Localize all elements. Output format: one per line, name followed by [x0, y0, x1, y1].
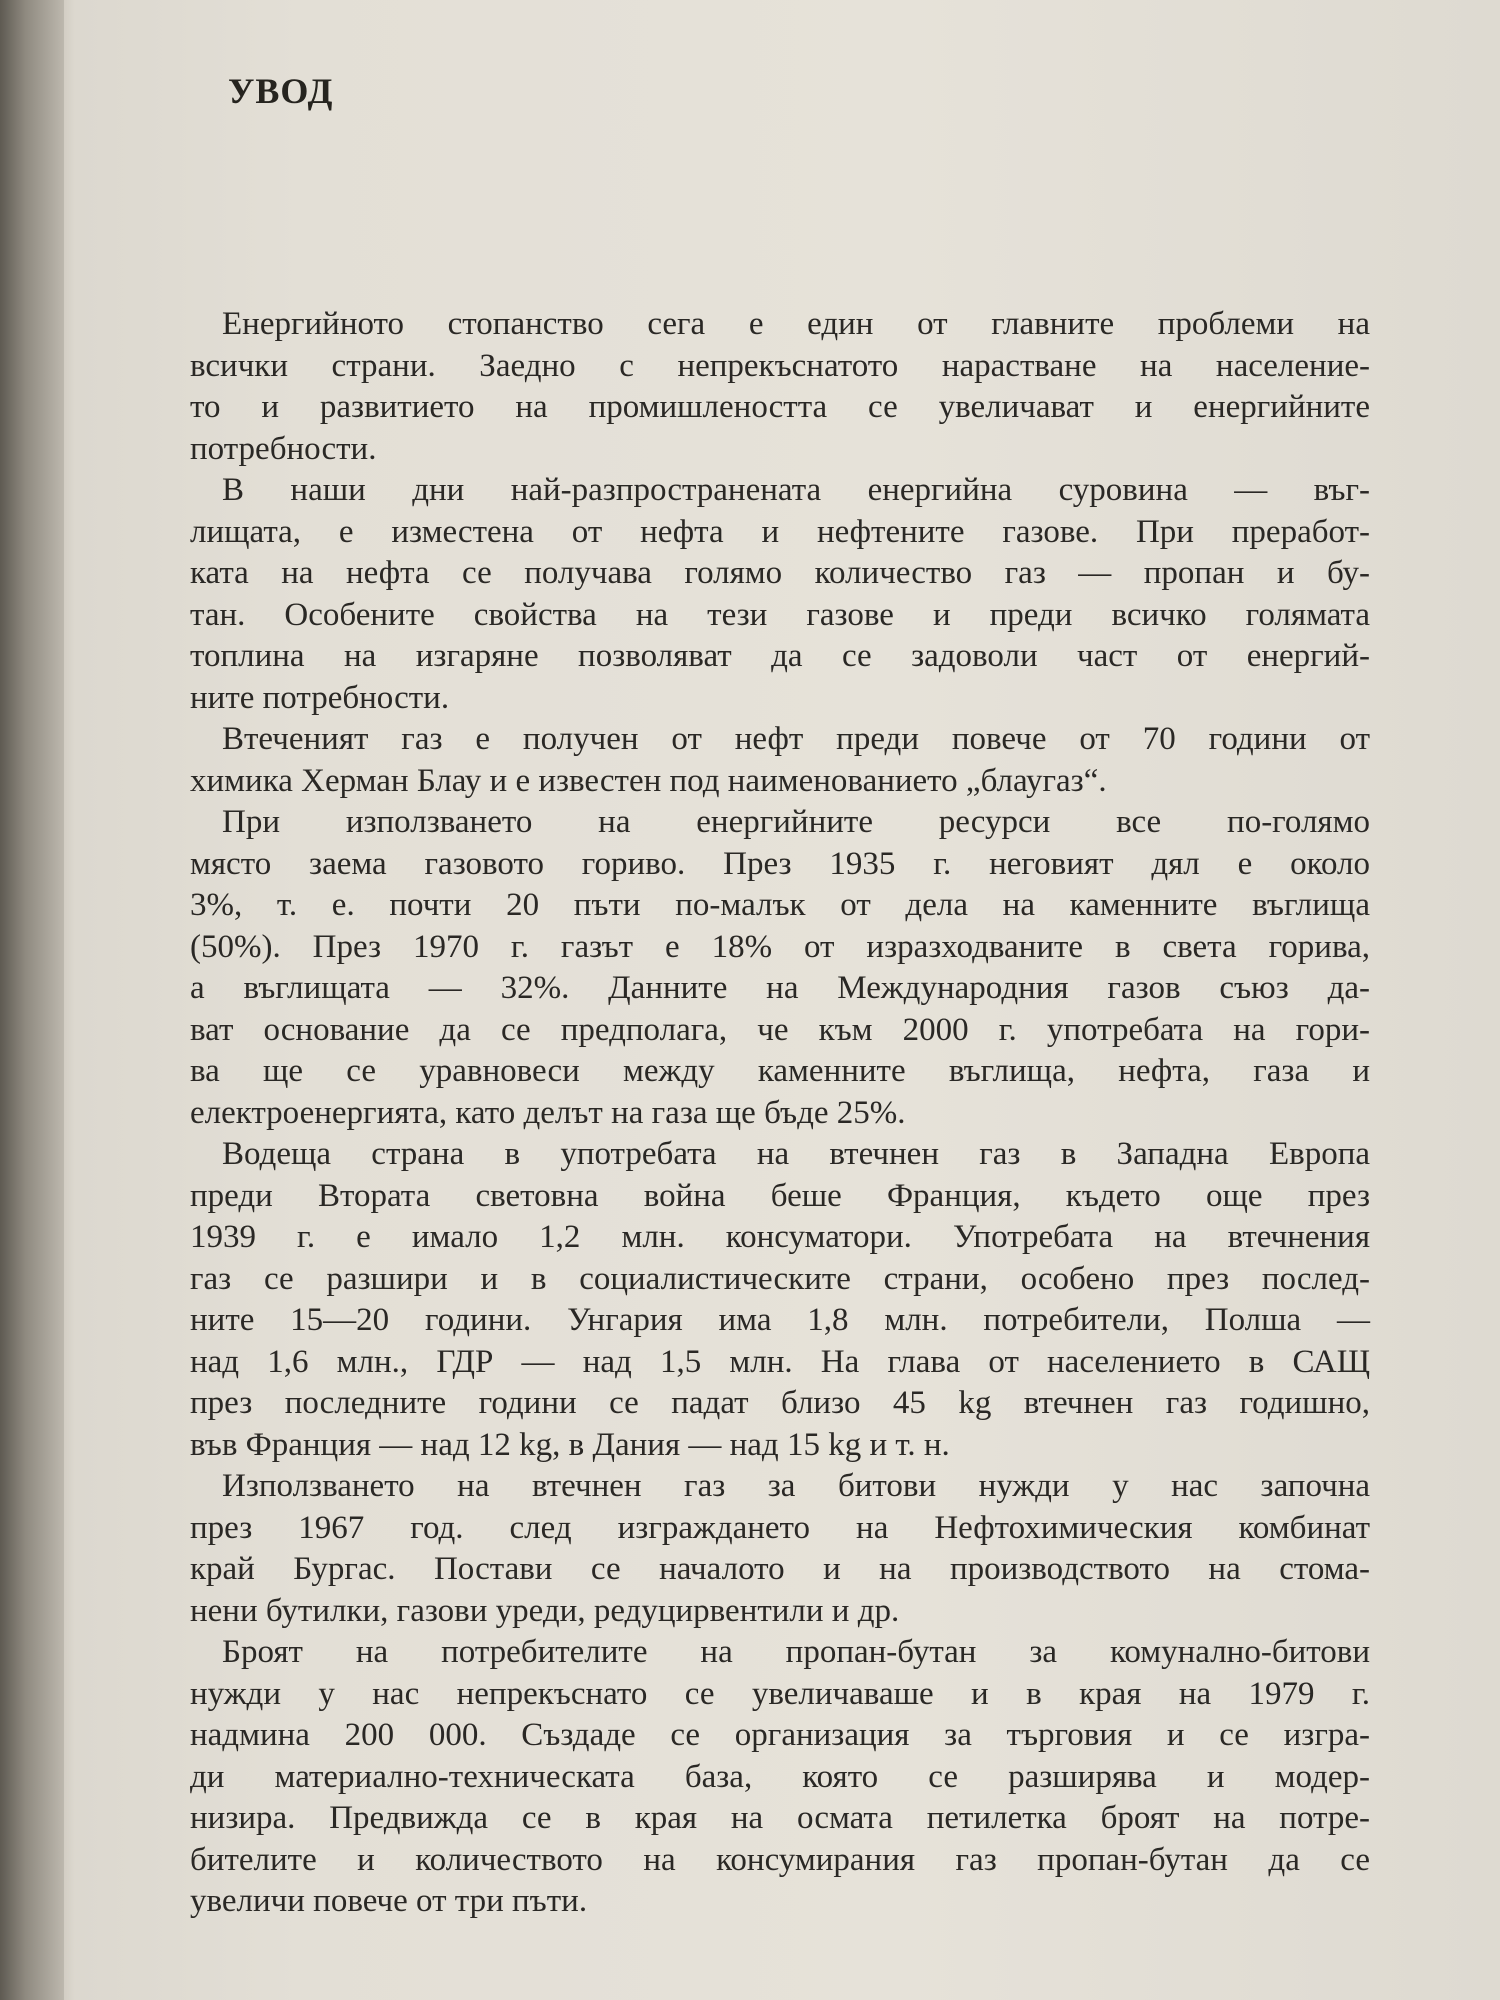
- text-line: електроенергията, като делът на газа ще бъде 25%.: [190, 1094, 906, 1131]
- text-line: (50%). През 1970 г. газът е 18% от изразходваните в света горива,: [190, 928, 1370, 965]
- text-line: през последните години се падат близо 45 kg втечнен газ годишно,: [190, 1385, 1370, 1421]
- text-line: химика Херман Блау и е известен под наименованието „блаугаз“.: [190, 762, 1107, 799]
- text-line: то и развитието на промишлеността се увеличават и енергийните: [190, 389, 1370, 425]
- text-line: Използването на втечнен газ за битови нужди у нас започна: [222, 1468, 1370, 1504]
- text-line: бителите и количеството на консумирания газ пропан-бутан да се: [190, 1841, 1370, 1878]
- text-line: всички страни. Заедно с непрекъснатото нарастване на население-: [190, 347, 1370, 384]
- paragraph: [190, 304, 1370, 470]
- paragraph: [190, 470, 1370, 719]
- paragraph: [190, 1466, 1370, 1632]
- text-line: преди Втората световна война беше Франция, където още през: [190, 1177, 1370, 1214]
- text-line: Енергийното стопанство сега е един от главните проблеми на: [222, 306, 1370, 342]
- text-line: ните потребности.: [190, 679, 450, 716]
- text-line: Водеща страна в употребата на втечнен газ в Западна Европа: [222, 1136, 1370, 1172]
- text-line: край Бургас. Постави се началото и на производството на стома-: [190, 1551, 1370, 1587]
- paragraph: [190, 802, 1370, 1134]
- text-line: низира. Предвижда се в края на осмата петилетка броят на потре-: [190, 1800, 1370, 1836]
- text-line: При използването на енергийните ресурси все по-голямо: [222, 804, 1370, 840]
- text-line: надмина 200 000. Създаде се организация за търговия и се изгра-: [190, 1717, 1370, 1753]
- text-line: ните 15—20 години. Унгария има 1,8 млн. потребители, Полша —: [190, 1302, 1370, 1338]
- chapter-heading: УВОД: [228, 71, 334, 111]
- text-line: ката на нефта се получава голямо количество газ — пропан и бу-: [190, 555, 1370, 591]
- text-line: Втеченият газ е получен от нефт преди повече от 70 години от: [222, 721, 1370, 757]
- text-line: ва ще се уравновеси между каменните въглища, нефта, газа и: [190, 1053, 1370, 1089]
- text-line: топлина на изгаряне позволяват да се задоволи част от енергий-: [190, 638, 1370, 674]
- text-line: 1939 г. е имало 1,2 млн. консуматори. Употребата на втечнения: [190, 1219, 1370, 1255]
- text-line: над 1,6 млн., ГДР — над 1,5 млн. На глава от населението в САЩ: [190, 1343, 1370, 1380]
- text-line: а въглищата — 32%. Данните на Международния газов съюз да-: [190, 970, 1370, 1006]
- text-line: във Франция — над 12 kg, в Дания — над 15 kg и т. н.: [190, 1426, 950, 1463]
- text-line: нужди у нас непрекъснато се увеличаваше и в края на 1979 г.: [190, 1675, 1370, 1712]
- text-line: нени бутилки, газови уреди, редуцирвентили и др.: [190, 1592, 900, 1629]
- text-line: потребности.: [190, 430, 377, 467]
- text-line: лищата, е изместена от нефта и нефтените газове. При преработ-: [190, 513, 1370, 550]
- paragraph: [190, 719, 1370, 802]
- adjacent-page-spine: [0, 0, 64, 2000]
- text-line: тан. Особените свойства на тези газове и преди всичко голямата: [190, 596, 1370, 633]
- text-line: ват основание да се предполага, че към 2000 г. употребата на гори-: [190, 1011, 1370, 1048]
- text-line: място заема газовото гориво. През 1935 г. неговият дял е около: [190, 845, 1370, 882]
- text-line: ди материално-техническата база, която се разширява и модер-: [190, 1758, 1370, 1795]
- page-body-text: [190, 304, 1370, 1923]
- text-line: газ се разшири и в социалистическите страни, особено през послед-: [190, 1260, 1370, 1297]
- text-line: увеличи повече от три пъти.: [190, 1883, 588, 1919]
- paragraph: [190, 1134, 1370, 1466]
- paragraph: [190, 1632, 1370, 1923]
- text-line: Броят на потребителите на пропан-бутан за комунално-битови: [222, 1634, 1370, 1670]
- text-line: през 1967 год. след изграждането на Нефтохимическия комбинат: [190, 1509, 1370, 1546]
- text-line: В наши дни най-разпространената енергийна суровина — въг-: [222, 472, 1370, 508]
- text-line: 3%, т. е. почти 20 пъти по-малък от дела на каменните въглища: [190, 887, 1370, 923]
